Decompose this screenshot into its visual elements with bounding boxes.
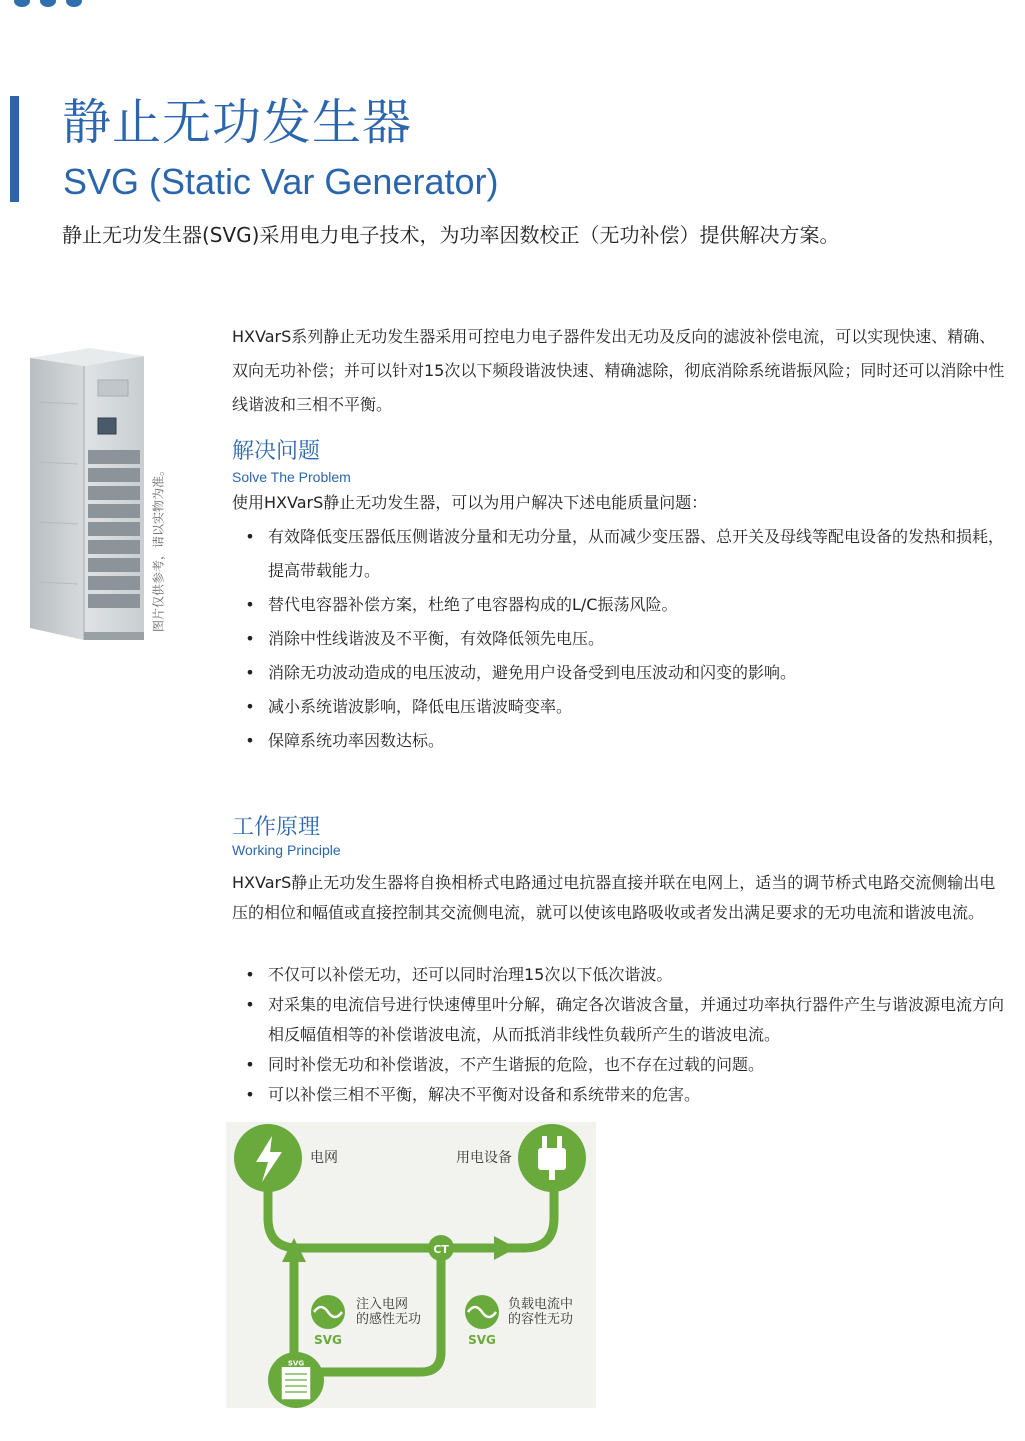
- title-accent-bar: [10, 96, 19, 202]
- load-line1: 负载电流中: [508, 1297, 574, 1312]
- list-item: • 有效降低变压器低压侧谐波分量和无功分量，从而减少变压器、总开关及母线等配电设备的发热和损耗，提高带载能力。: [232, 520, 1010, 588]
- inject-line2: 的感性无功: [356, 1312, 422, 1327]
- product-description: HXVarS系列静止无功发生器采用可控电力电子器件发出无功及反向的滤波补偿电流，可以实现快速、精确、双向无功补偿；并可以针对15次以下频段谐波快速、精确滤除，彻底消除系统谐振风险；同时还可以消除中性线谐波和三相不平衡。: [232, 327, 1005, 414]
- svg-right-label: SVG: [468, 1333, 496, 1347]
- solve-heading-cn: 解决问题: [232, 439, 321, 464]
- svg-cabinet-image: [20, 342, 148, 642]
- list-item: • 消除无功波动造成的电压波动，避免用户设备受到电压波动和闪变的影响。: [232, 656, 1010, 690]
- list-item: • 替代电容器补偿方案，杜绝了电容器构成的L/C振荡风险。: [232, 588, 1010, 622]
- load-label: 用电设备: [456, 1150, 512, 1166]
- ct-label: CT: [433, 1243, 449, 1256]
- inject-line1: 注入电网: [356, 1297, 409, 1312]
- load-line2: 的容性无功: [508, 1312, 574, 1327]
- principle-heading-cn: 工作原理: [232, 815, 321, 840]
- solve-list: [232, 520, 1010, 758]
- intro-text: 静止无功发生器(SVG)采用电力电子技术，为功率因数校正（无功补偿）提供解决方案。: [62, 223, 840, 247]
- svg-principle-diagram: [226, 1122, 596, 1408]
- solve-lead: 使用HXVarS静止无功发生器，可以为用户解决下述电能质量问题：: [232, 493, 708, 512]
- principle-lead: HXVarS静止无功发生器将自换相桥式电路通过电抗器直接并联在电网上，适当的调节桥式电路交流侧输出电压的相位和幅值或直接控制其交流侧电流，就可以使该电路吸收或者发出满足要求的无功电流和谐波电流。: [232, 873, 996, 922]
- principle-list: [232, 960, 1010, 1110]
- image-disclaimer: 图片仅供参考，请以实物为准。: [151, 463, 166, 633]
- list-item: • 对采集的电流信号进行快速傅里叶分解，确定各次谐波含量，并通过功率执行器件产生与谐波源电流方向相反幅值相等的补偿谐波电流，从而抵消非线性负载所产生的谐波电流。: [232, 990, 1010, 1050]
- page-title-cn: 静止无功发生器: [62, 94, 413, 151]
- list-item: • 消除中性线谐波及不平衡，有效降低领先电压。: [232, 622, 1010, 656]
- list-item: • 可以补偿三相不平衡，解决不平衡对设备和系统带来的危害。: [232, 1080, 1010, 1110]
- device-label: SVG: [287, 1359, 305, 1368]
- list-item: • 减小系统谐波影响，降低电压谐波畸变率。: [232, 690, 1010, 724]
- svg-left-label: SVG: [314, 1333, 342, 1347]
- list-item: • 不仅可以补偿无功，还可以同时治理15次以下低次谐波。: [232, 960, 1010, 990]
- solve-heading-en: Solve The Problem: [232, 469, 351, 485]
- page-title-en: SVG (Static Var Generator): [63, 161, 499, 202]
- principle-heading-en: Working Principle: [232, 842, 341, 858]
- list-item: • 保障系统功率因数达标。: [232, 724, 1010, 758]
- grid-label: 电网: [310, 1150, 338, 1166]
- list-item: • 同时补偿无功和补偿谐波，不产生谐振的危险，也不存在过载的问题。: [232, 1050, 1010, 1080]
- header-dots: [14, 0, 92, 11]
